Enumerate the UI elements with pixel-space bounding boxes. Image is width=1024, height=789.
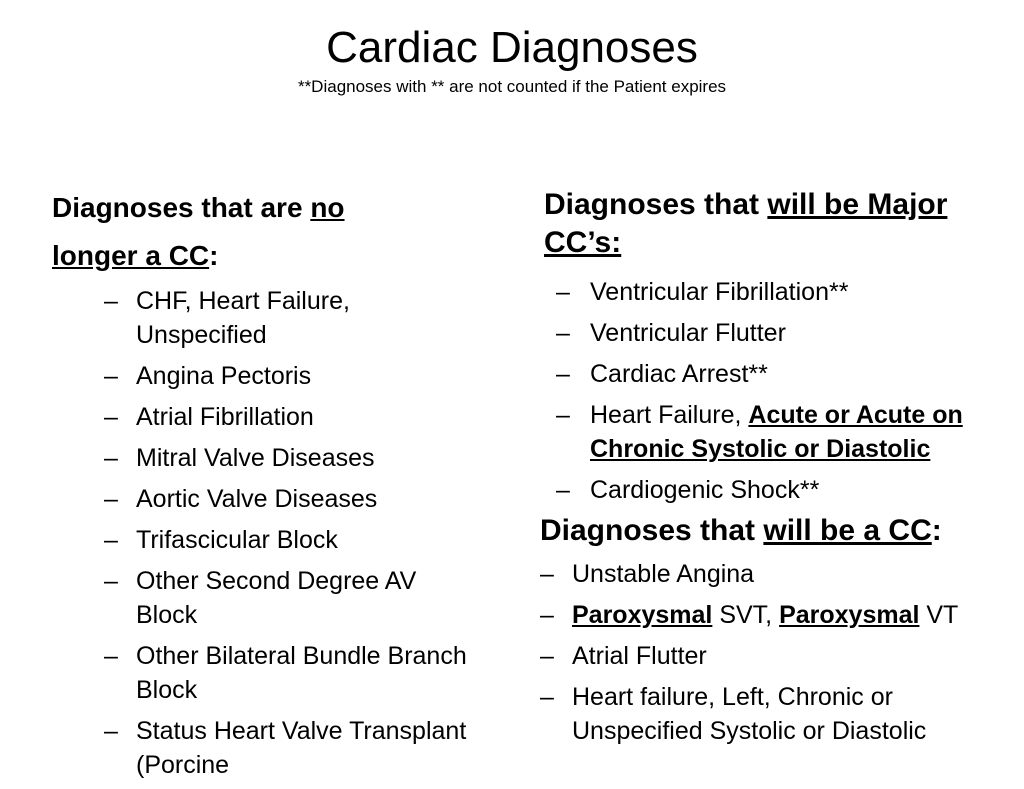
list-item-emphasis: Paroxysmal — [779, 601, 920, 629]
list-item-text: Atrial Flutter — [572, 642, 707, 670]
list-item-emphasis: Paroxysmal — [572, 601, 713, 629]
list-item — [556, 473, 1016, 507]
left-heading-text: Diagnoses that are — [52, 192, 311, 223]
dash-bullet: – — [556, 319, 570, 347]
list-item — [540, 639, 1020, 673]
dash-bullet: – — [104, 485, 118, 513]
dash-bullet: – — [104, 642, 118, 670]
page-title: Cardiac Diagnoses — [326, 23, 698, 72]
left-heading-colon: : — [209, 240, 219, 271]
dash-bullet: – — [104, 717, 118, 745]
dash-bullet: – — [104, 287, 118, 315]
major-heading-text: Diagnoses that — [544, 188, 768, 221]
list-item — [556, 398, 1016, 466]
list-item — [104, 564, 484, 632]
left-heading — [52, 184, 442, 280]
list-item-text: CHF, Heart Failure, Unspecified — [136, 287, 350, 349]
list-item-text: Atrial Fibrillation — [136, 403, 314, 431]
cc-list — [540, 557, 1020, 755]
left-heading-underlined-1: no — [310, 192, 345, 223]
list-item — [556, 316, 1016, 350]
list-item-text: VT — [919, 601, 959, 629]
dash-bullet: – — [540, 683, 554, 711]
list-item-text: Angina Pectoris — [136, 362, 312, 390]
major-cc-heading — [544, 186, 1014, 262]
dash-bullet: – — [104, 362, 118, 390]
list-item — [104, 400, 484, 434]
dash-bullet: – — [556, 278, 570, 306]
dash-bullet: – — [556, 360, 570, 388]
dash-bullet: – — [540, 601, 554, 629]
list-item-text: Status Heart Valve Transplant (Porcine — [136, 717, 467, 779]
list-item — [540, 557, 1020, 591]
list-item — [556, 275, 1016, 309]
list-item-text: Ventricular Flutter — [590, 319, 786, 347]
major-heading-underlined-1: will be Major — [767, 188, 948, 221]
list-item-text: Heart Failure, — [590, 401, 749, 429]
list-item-text: Aortic Valve Diseases — [136, 485, 378, 513]
list-item — [104, 714, 484, 782]
list-item-text: Cardiogenic Shock** — [590, 476, 820, 504]
major-heading-underlined-2: CC’s: — [544, 226, 622, 259]
list-item-text: Other Second Degree AV Block — [136, 567, 417, 629]
list-item-text: Other Bilateral Bundle Branch Block — [136, 642, 467, 704]
list-item — [556, 357, 1016, 391]
no-longer-cc-list — [104, 284, 484, 789]
list-item — [540, 680, 1020, 748]
list-item-text: Trifascicular Block — [136, 526, 338, 554]
list-item — [104, 639, 484, 707]
list-item-text: SVT, — [712, 601, 780, 629]
cc-heading-colon: : — [931, 514, 942, 547]
dash-bullet: – — [104, 567, 118, 595]
cc-heading-underlined: will be a CC — [763, 514, 932, 547]
list-item-text: Heart failure, Left, Chronic or Unspecified Systolic or Diastolic — [572, 683, 927, 745]
list-item-emphasis: Acute or Acute on Chronic Systolic or Diastolic — [590, 401, 963, 463]
dash-bullet: – — [540, 642, 554, 670]
list-item — [104, 523, 484, 557]
left-heading-underlined-2: longer a CC — [52, 240, 210, 271]
cc-heading-text: Diagnoses that — [540, 514, 764, 547]
list-item — [104, 441, 484, 475]
page-subtitle: **Diagnoses with ** are not counted if the Patient expires — [297, 77, 727, 96]
dash-bullet: – — [104, 444, 118, 472]
list-item — [104, 359, 484, 393]
dash-bullet: – — [556, 476, 570, 504]
dash-bullet: – — [556, 401, 570, 429]
list-item — [540, 598, 1020, 632]
cc-heading — [540, 512, 1020, 550]
dash-bullet: – — [104, 403, 118, 431]
list-item-text: Ventricular Fibrillation** — [590, 278, 849, 306]
list-item — [104, 482, 484, 516]
major-cc-list — [556, 275, 1016, 514]
dash-bullet: – — [540, 560, 554, 588]
list-item-text: Cardiac Arrest** — [590, 360, 768, 388]
list-item-text: Mitral Valve Diseases — [136, 444, 375, 472]
list-item-text: Unstable Angina — [572, 560, 755, 588]
list-item — [104, 284, 484, 352]
dash-bullet: – — [104, 526, 118, 554]
